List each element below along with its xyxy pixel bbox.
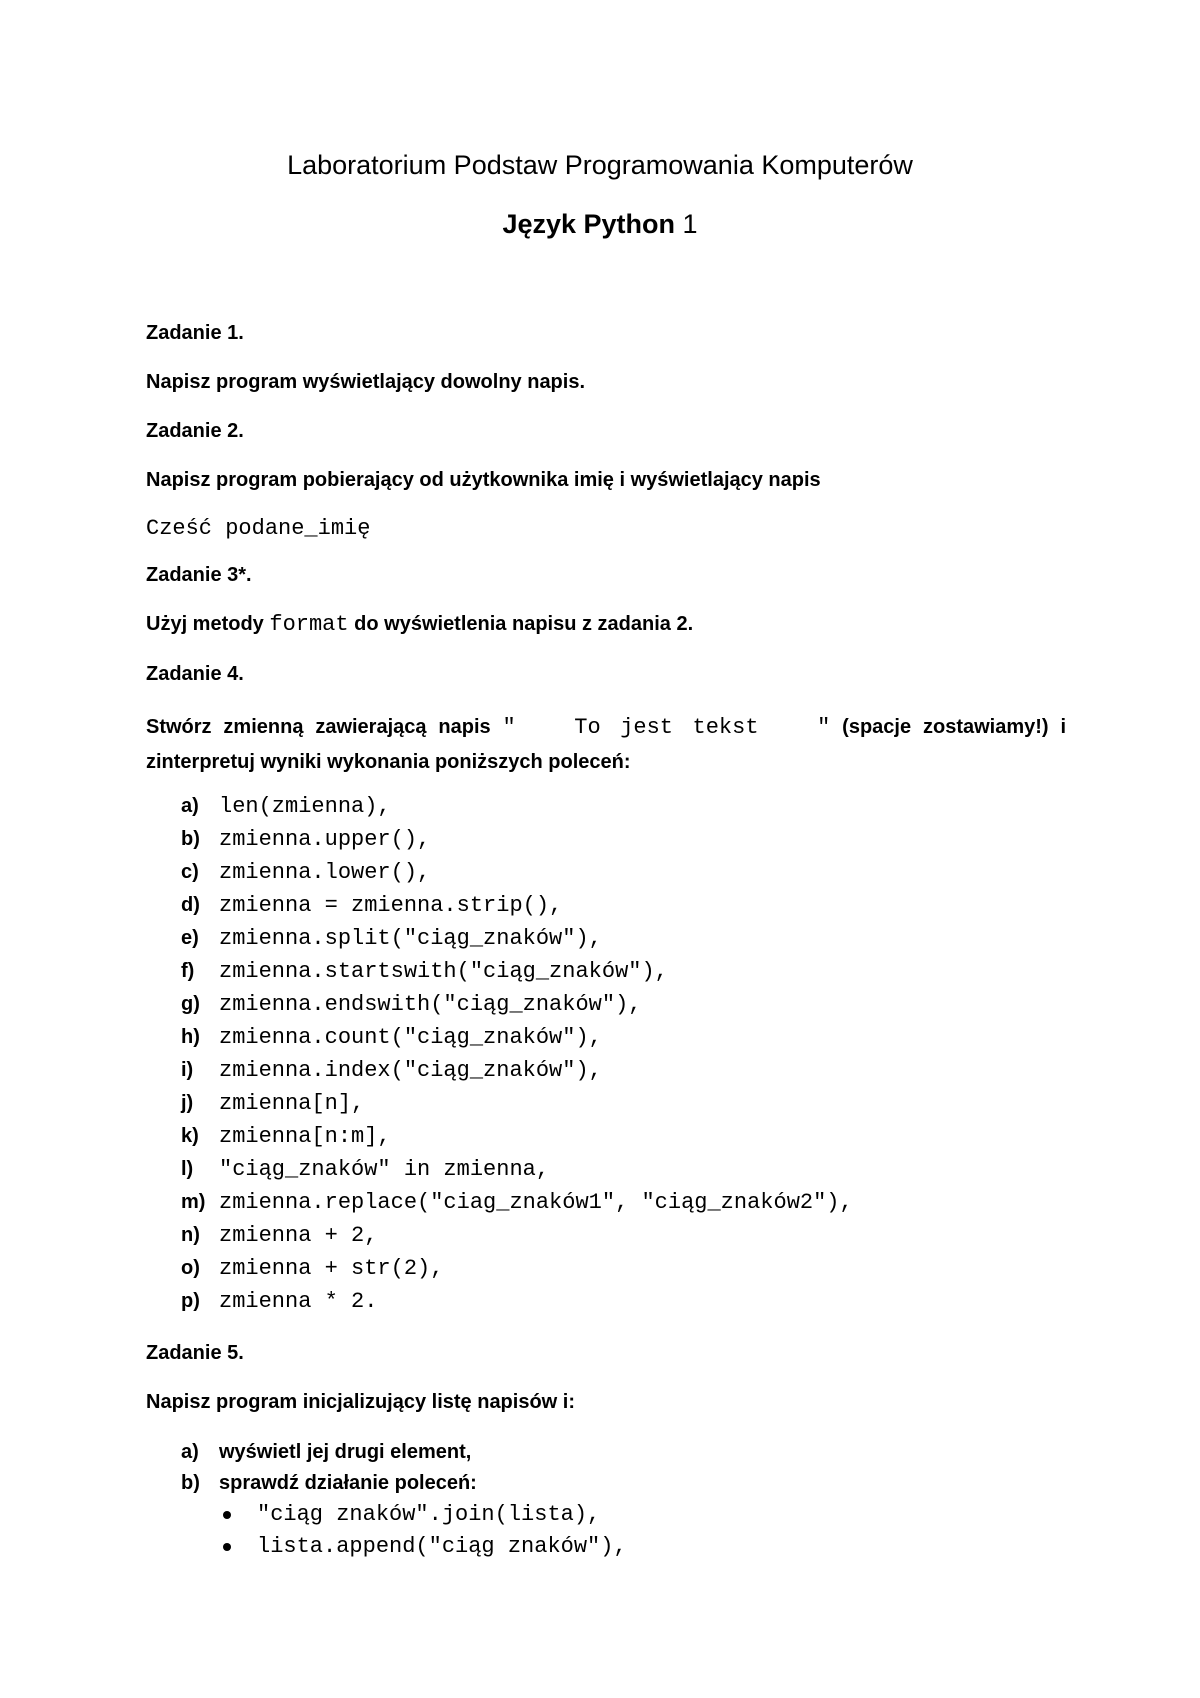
list-marker: a) xyxy=(181,1441,199,1463)
task-3-text-after: do wyświetlenia napisu z zadania 2. xyxy=(354,613,694,635)
task-4-code: " To jest tekst " xyxy=(502,715,831,740)
list-marker: e) xyxy=(181,927,199,949)
task-4-list xyxy=(146,790,1066,1318)
bullet-dot-icon xyxy=(223,1511,231,1519)
list-item xyxy=(181,955,1066,988)
task-3-text xyxy=(146,611,1066,638)
list-item xyxy=(181,1285,1066,1318)
list-item xyxy=(181,1021,1066,1054)
list-code: len(zmienna), xyxy=(219,794,391,819)
list-item xyxy=(181,1054,1066,1087)
list-marker: g) xyxy=(181,993,200,1015)
task-2-heading: Zadanie 2. xyxy=(146,420,244,442)
task-5-bullet-list xyxy=(219,1499,1066,1563)
list-item xyxy=(181,1219,1066,1252)
list-code: zmienna.startswith("ciąg_znaków"), xyxy=(219,959,668,984)
task-2-text: Napisz program pobierający od użytkownika imię i wyświetlający napis xyxy=(146,469,821,491)
task-5-heading: Zadanie 5. xyxy=(146,1342,244,1364)
list-code: "ciąg_znaków" in zmienna, xyxy=(219,1157,550,1182)
list-code: zmienna.count("ciąg_znaków"), xyxy=(219,1025,602,1050)
list-marker: b) xyxy=(181,828,200,850)
list-code: zmienna[n], xyxy=(219,1091,365,1116)
list-item xyxy=(181,1437,1066,1468)
task-1-heading: Zadanie 1. xyxy=(146,322,244,344)
list-item xyxy=(181,1252,1066,1285)
subtitle-number: 1 xyxy=(682,209,698,239)
list-code: zmienna.endswith("ciąg_znaków"), xyxy=(219,992,642,1017)
list-marker: n) xyxy=(181,1224,200,1246)
list-item xyxy=(181,1153,1066,1186)
document-subtitle xyxy=(0,207,1200,241)
task-3-heading: Zadanie 3*. xyxy=(146,564,252,586)
list-marker: l) xyxy=(181,1158,194,1180)
document-content xyxy=(146,320,1066,1563)
list-code: zmienna + str(2), xyxy=(219,1256,444,1281)
task-4-text-after: (spacje zostawiamy!) i zinterpretuj wyniki wykonania poniższych poleceń: xyxy=(146,716,1067,773)
list-item xyxy=(181,823,1066,856)
list-marker: i) xyxy=(181,1059,194,1081)
task-3-code: format xyxy=(269,612,349,637)
list-item xyxy=(181,1087,1066,1120)
task-1-text: Napisz program wyświetlający dowolny napis. xyxy=(146,371,586,393)
list-text: wyświetl jej drugi element, xyxy=(219,1441,472,1463)
list-marker: m) xyxy=(181,1191,206,1213)
task-3-text-before: Użyj metody xyxy=(146,613,264,635)
task-4-text xyxy=(146,710,1066,780)
task-5-text: Napisz program inicjalizujący listę napisów i: xyxy=(146,1391,576,1413)
list-marker: d) xyxy=(181,894,200,916)
list-item xyxy=(181,1120,1066,1153)
list-marker: b) xyxy=(181,1472,200,1494)
bullet-dot-icon xyxy=(223,1543,231,1551)
task-4-text-before: Stwórz zmienną zawierającą napis xyxy=(146,716,503,738)
bullet-code: lista.append("ciąg znaków"), xyxy=(257,1534,627,1559)
list-marker: c) xyxy=(181,861,199,883)
list-marker: h) xyxy=(181,1026,200,1048)
document-title: Laboratorium Podstaw Programowania Komputerów xyxy=(287,150,913,180)
list-code: zmienna * 2. xyxy=(219,1289,378,1314)
list-item xyxy=(181,922,1066,955)
list-item xyxy=(181,790,1066,823)
bullet-item xyxy=(219,1531,1066,1563)
list-code: zmienna[n:m], xyxy=(219,1124,391,1149)
list-marker: j) xyxy=(181,1092,194,1114)
list-code: zmienna.lower(), xyxy=(219,860,431,885)
bullet-item xyxy=(219,1499,1066,1531)
list-item xyxy=(181,1468,1066,1563)
list-text: sprawdź działanie poleceń: xyxy=(219,1472,477,1494)
task-4-heading: Zadanie 4. xyxy=(146,663,244,685)
list-code: zmienna + 2, xyxy=(219,1223,378,1248)
list-marker: o) xyxy=(181,1257,200,1279)
list-code: zmienna = zmienna.strip(), xyxy=(219,893,563,918)
task-2-code: Cześć podane_imię xyxy=(146,516,371,541)
list-marker: f) xyxy=(181,960,195,982)
list-code: zmienna.index("ciąg_znaków"), xyxy=(219,1058,602,1083)
list-item xyxy=(181,988,1066,1021)
list-code: zmienna.replace("ciag_znaków1", "ciąg_znaków2"), xyxy=(219,1190,853,1215)
bullet-code: "ciąg znaków".join(lista), xyxy=(257,1502,601,1527)
list-code: zmienna.upper(), xyxy=(219,827,431,852)
task-5-list xyxy=(146,1437,1066,1563)
list-marker: k) xyxy=(181,1125,199,1147)
list-item xyxy=(181,856,1066,889)
list-item xyxy=(181,889,1066,922)
subtitle-text: Język Python xyxy=(502,209,675,239)
list-code: zmienna.split("ciąg_znaków"), xyxy=(219,926,602,951)
list-marker: p) xyxy=(181,1290,200,1312)
list-marker: a) xyxy=(181,795,199,817)
list-item xyxy=(181,1186,1066,1219)
